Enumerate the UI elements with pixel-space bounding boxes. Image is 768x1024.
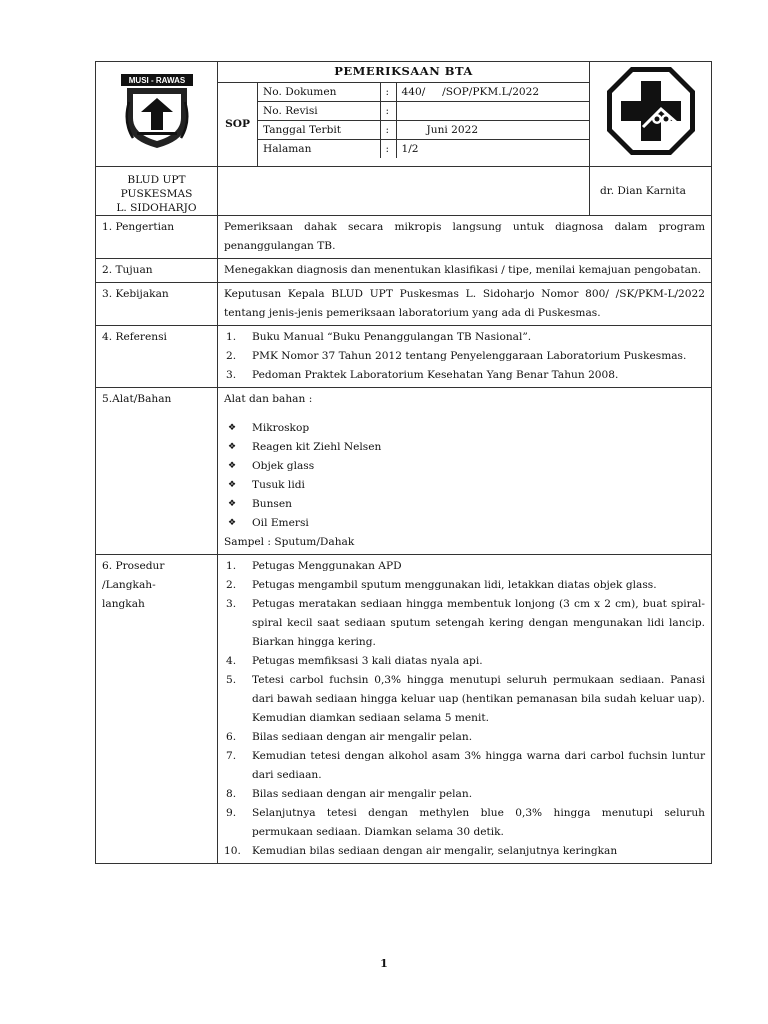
section-label-prosedur — [96, 555, 218, 864]
step-text: Kemudian bilas sediaan dengan air mengalir, selanjutnya keringkan — [252, 845, 618, 857]
step-text: Kemudian tetesi dengan alkohol asam 3% hingga warna dari carbol fuchsin luntur dari sediaan. — [252, 750, 706, 781]
label-line: /Langkah- — [102, 579, 156, 591]
meta-separator: : — [380, 83, 396, 102]
meta-separator: : — [380, 140, 396, 159]
step-text: Petugas meratakan sediaan hingga membentuk lonjong (3 cm x 2 cm), buat spiral-spiral kecil saat sediaan sputum setengah kering dengan mengunakan lidi lancip. Biarkan hingga kering. — [252, 598, 706, 648]
meta-value-page: 1/2 — [401, 143, 419, 155]
label-line: 6. Prosedur — [102, 560, 165, 572]
diamond-bullet-icon: ❖ — [228, 423, 237, 433]
list-item: 2. PMK Nomor 37 Tahun 2012 tentang Penyelenggaraan Laboratorium Puskesmas. — [226, 350, 687, 362]
org-line: PUSKESMAS — [120, 188, 193, 200]
sop-label: SOP — [218, 83, 258, 167]
step-text: Petugas Menggunakan APD — [252, 560, 402, 572]
section-label-tujuan: 2. Tujuan — [96, 259, 218, 283]
sop-table — [95, 61, 712, 864]
step-text: Bilas sediaan dengan air mengalir pelan. — [252, 788, 473, 800]
tools-list — [224, 419, 705, 533]
list-item — [224, 495, 705, 514]
procedure-steps — [224, 557, 705, 861]
document-title: PEMERIKSAAN BTA — [218, 62, 590, 83]
tool-name: Reagen kit Ziehl Nelsen — [252, 441, 382, 453]
list-item: 1. Petugas Menggunakan APD — [226, 560, 402, 572]
puskesmas-cross-logo — [603, 63, 699, 159]
meta-label: No. Revisi — [258, 102, 380, 121]
step-text: Petugas mengambil sputum menggunakan lidi, letakkan diatas objek glass. — [252, 579, 657, 591]
list-item: 3. Petugas meratakan sediaan hingga membentuk lonjong (3 cm x 2 cm), buat spiral-spiral kecil saat sediaan sputum setengah kering dengan mengunakan lidi lancip. Biarkan hingga kering. — [226, 598, 706, 648]
list-item: 9. Selanjutnya tetesi dengan methylen blue 0,3% hingga menutupi seluruh permukaan sediaan. Diamkan selama 30 detik. — [226, 807, 706, 838]
list-item — [224, 438, 705, 457]
list-item: 10. Kemudian bilas sediaan dengan air mengalir, selanjutnya keringkan — [224, 845, 618, 857]
meta-row-halaman — [258, 140, 589, 159]
page-number: 1 — [380, 957, 388, 970]
tool-name: Bunsen — [252, 498, 292, 510]
section-list-referensi — [218, 326, 712, 388]
reference-text: Buku Manual “Buku Penanggulangan TB Nasional”. — [252, 331, 532, 343]
tools-intro: Alat dan bahan : — [224, 393, 313, 405]
list-item — [224, 457, 705, 476]
section-list-prosedur — [218, 555, 712, 864]
logo-text: MUSI - RAWAS — [128, 75, 185, 85]
list-item — [224, 476, 705, 495]
list-item — [224, 514, 705, 533]
section-label-alat-bahan: 5.Alat/Bahan — [96, 388, 218, 555]
step-text: Tetesi carbol fuchsin 0,3% hingga menutupi seluruh permukaan sediaan. Panasi dari bawah sediaan hingga keluar uap (hentikan pemanasan bila sudah keluar uap). Kemudian diamkan sediaan selama 5 menit. — [252, 674, 706, 724]
label-line: langkah — [102, 598, 145, 610]
step-text: Selanjutnya tetesi dengan methylen blue 0,3% hingga menutupi seluruh permukaan sediaan. Diamkan selama 30 detik. — [252, 807, 706, 838]
tool-name: Mikroskop — [252, 422, 310, 434]
signature-space — [218, 167, 590, 216]
reference-text: Pedoman Praktek Laboratorium Kesehatan Yang Benar Tahun 2008. — [252, 369, 619, 381]
list-item: 2. Petugas mengambil sputum menggunakan lidi, letakkan diatas objek glass. — [226, 579, 657, 591]
diamond-bullet-icon: ❖ — [228, 442, 237, 452]
meta-label: Tanggal Terbit — [258, 121, 380, 140]
list-item: 4. Petugas memfiksasi 3 kali diatas nyala api. — [226, 655, 483, 667]
list-item: 3. Pedoman Praktek Laboratorium Kesehatan Yang Benar Tahun 2008. — [226, 369, 619, 381]
list-item: 6. Bilas sediaan dengan air mengalir pelan. — [226, 731, 473, 743]
list-item: 5. Tetesi carbol fuchsin 0,3% hingga menutupi seluruh permukaan sediaan. Panasi dari bawah sediaan hingga keluar uap (hentikan pemanasan bila sudah keluar uap). Kemudian diamkan sediaan selama 5 menit. — [226, 674, 706, 724]
list-item: 8. Bilas sediaan dengan air mengalir pelan. — [226, 788, 473, 800]
meta-label: No. Dokumen — [258, 83, 380, 102]
section-text-pengertian: Pemeriksaan dahak secara mikropis langsung untuk diagnosa dalam program penanggulangan TB. — [218, 216, 712, 259]
sample-text: Sampel : Sputum/Dahak — [224, 536, 355, 548]
meta-separator: : — [380, 102, 396, 121]
meta-value-issue-date: Juni 2022 — [396, 121, 589, 140]
step-text: Bilas sediaan dengan air mengalir pelan. — [252, 731, 473, 743]
list-item — [224, 419, 705, 438]
organisation-name — [96, 167, 218, 216]
section-list-alat-bahan — [218, 388, 712, 555]
section-label-pengertian: 1. Pengertian — [96, 216, 218, 259]
puskesmas-logo-cell — [590, 62, 712, 167]
org-line: BLUD UPT — [127, 174, 186, 186]
section-label-kebijakan: 3. Kebijakan — [96, 283, 218, 326]
meta-row-no-revisi — [258, 102, 589, 121]
signatory-name: dr. Dian Karnita — [590, 167, 712, 216]
diamond-bullet-icon: ❖ — [228, 518, 237, 528]
regency-logo-cell — [96, 62, 218, 167]
reference-list — [224, 328, 705, 385]
tool-name: Oil Emersi — [252, 517, 309, 529]
section-text-tujuan: Menegakkan diagnosis dan menentukan klasifikasi / tipe, menilai kemajuan pengobatan. — [218, 259, 712, 283]
step-text: Petugas memfiksasi 3 kali diatas nyala api. — [252, 655, 483, 667]
diamond-bullet-icon: ❖ — [228, 499, 237, 509]
list-item: 1. Buku Manual “Buku Penanggulangan TB Nasional”. — [226, 331, 532, 343]
tool-name: Tusuk lidi — [252, 479, 305, 491]
tool-name: Objek glass — [252, 460, 315, 472]
meta-row-no-dokumen — [258, 83, 589, 102]
document-meta-cell — [258, 83, 590, 167]
meta-separator: : — [380, 121, 396, 140]
reference-text: PMK Nomor 37 Tahun 2012 tentang Penyelenggaraan Laboratorium Puskesmas. — [252, 350, 687, 362]
document-meta-table — [258, 83, 589, 158]
meta-row-tanggal-terbit — [258, 121, 589, 140]
meta-value-revision — [396, 102, 589, 121]
section-label-referensi: 4. Referensi — [96, 326, 218, 388]
list-item: 7. Kemudian tetesi dengan alkohol asam 3% hingga warna dari carbol fuchsin luntur dari sediaan. — [226, 750, 706, 781]
musi-rawas-logo — [119, 72, 195, 150]
diamond-bullet-icon: ❖ — [228, 480, 237, 490]
diamond-bullet-icon: ❖ — [228, 461, 237, 471]
section-text-kebijakan: Keputusan Kepala BLUD UPT Puskesmas L. Sidoharjo Nomor 800/ /SK/PKM-L/2022 tentang jenis-jenis pemeriksaan laboratorium yang ada di Puskesmas. — [218, 283, 712, 326]
meta-label: Halaman — [258, 140, 380, 159]
meta-value-document-number: 440/ /SOP/PKM.L/2022 — [396, 83, 589, 102]
org-line: L. SIDOHARJO — [116, 202, 197, 214]
